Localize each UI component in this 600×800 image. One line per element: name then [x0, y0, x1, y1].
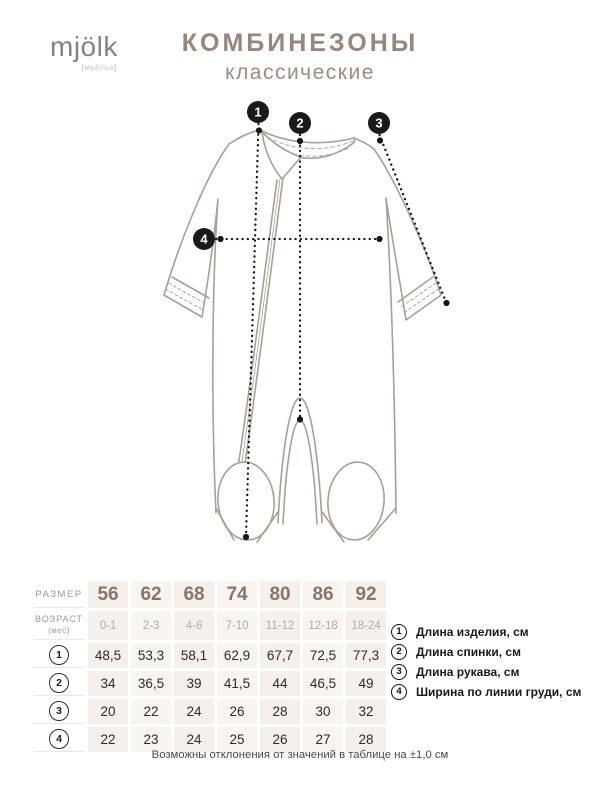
- measure-dot: [377, 137, 383, 143]
- row-num-cell: [33, 699, 85, 724]
- size-header-row: [33, 581, 386, 608]
- size-80: 80: [260, 581, 300, 608]
- page-header: [0, 30, 600, 85]
- value-cell: 34: [88, 671, 128, 696]
- value-cell: 22: [88, 727, 128, 752]
- value-cell: 20: [88, 699, 128, 724]
- value-cell: 41,5: [217, 671, 257, 696]
- age-cell: 2-3: [131, 611, 171, 640]
- value-cell: 39: [174, 671, 214, 696]
- size-label: РАЗМЕР: [33, 581, 85, 608]
- measure-dot: [217, 236, 223, 242]
- value-cell: 44: [260, 671, 300, 696]
- measure-dot: [297, 416, 303, 422]
- age-unit: (мес): [48, 625, 70, 635]
- value-cell: 58,1: [174, 643, 214, 668]
- legend-num-4: 4: [391, 684, 407, 700]
- measure-row-3: [33, 699, 386, 724]
- value-cell: 30: [303, 699, 343, 724]
- value-cell: 28: [346, 727, 386, 752]
- crotch-inner-seam: [283, 420, 317, 524]
- measure-dot: [376, 236, 382, 242]
- row-number: 1: [49, 645, 69, 665]
- value-cell: 26: [260, 727, 300, 752]
- measure-marker-4: [193, 228, 215, 250]
- value-cell: 53,3: [131, 643, 171, 668]
- value-cell: 46,5: [303, 671, 343, 696]
- value-cell: 67,7: [260, 643, 300, 668]
- legend-label-2: Длина спинки, см: [416, 644, 521, 659]
- row-number: 4: [49, 729, 69, 749]
- marker-number: 1: [254, 104, 262, 120]
- age-cell: 0-1: [88, 611, 128, 640]
- size-56: 56: [88, 581, 128, 608]
- legend-label-3: Длина рукава, см: [416, 664, 520, 679]
- legend-num-1: 1: [391, 624, 407, 640]
- row-number: 2: [49, 673, 69, 693]
- measure-row-1: [33, 643, 386, 668]
- size-table: [30, 578, 389, 755]
- value-cell: 24: [174, 699, 214, 724]
- measure-dot: [243, 534, 249, 540]
- brand-logo-text: mjölk: [50, 31, 118, 62]
- page-title: КОМБИНЕЗОНЫ: [181, 29, 419, 57]
- legend-item-1: [391, 623, 581, 640]
- romper-outline-drawing: [164, 130, 441, 542]
- age-label: [33, 611, 85, 640]
- size-74: 74: [217, 581, 257, 608]
- zipper-placket-line-3: [241, 179, 280, 468]
- size-62: 62: [131, 581, 171, 608]
- value-cell: 28: [260, 699, 300, 724]
- age-cell: 4-6: [174, 611, 214, 640]
- value-cell: 32: [346, 699, 386, 724]
- legend-num-3: 3: [391, 664, 407, 680]
- legend-item-4: [391, 683, 581, 700]
- left-foot: [215, 460, 278, 543]
- measure-row-2: [33, 671, 386, 696]
- value-cell: 27: [303, 727, 343, 752]
- page-subtitle: классические: [225, 60, 375, 84]
- age-cell: 12-18: [303, 611, 343, 640]
- legend-label-1: Длина изделия, см: [416, 624, 529, 639]
- size-86: 86: [303, 581, 343, 608]
- row-num-cell: [33, 643, 85, 668]
- value-cell: 25: [217, 727, 257, 752]
- measure-dot: [297, 138, 303, 144]
- front-flap: [262, 132, 301, 179]
- measure-dot: [256, 127, 262, 133]
- age-cell: 11-12: [260, 611, 300, 640]
- marker-number: 4: [200, 231, 208, 247]
- measure-marker-2: [289, 112, 311, 134]
- value-cell: 26: [217, 699, 257, 724]
- age-row: [33, 611, 386, 640]
- measure-marker-1: [247, 101, 269, 123]
- measure-dot: [443, 300, 449, 306]
- value-cell: 36,5: [131, 671, 171, 696]
- value-cell: 72,5: [303, 643, 343, 668]
- zipper-placket-line-1: [238, 180, 277, 467]
- legend-label-4: Ширина по линии груди, см: [416, 684, 582, 699]
- age-cell: 18-24: [346, 611, 386, 640]
- legend-item-3: [391, 663, 581, 680]
- legend-num-2: 2: [391, 644, 407, 660]
- right-foot: [325, 460, 388, 543]
- size-diagram: [150, 98, 470, 590]
- size-68: 68: [174, 581, 214, 608]
- age-cell: 7-10: [217, 611, 257, 640]
- value-cell: 77,3: [346, 643, 386, 668]
- measure-marker-3: [368, 112, 390, 134]
- value-cell: 22: [131, 699, 171, 724]
- measurement-legend: [391, 623, 581, 703]
- value-cell: 48,5: [88, 643, 128, 668]
- tolerance-note: Возможны отклонения от значений в таблице на ±1,0 см: [151, 749, 449, 761]
- legend-item-2: [391, 643, 581, 660]
- value-cell: 62,9: [217, 643, 257, 668]
- romper-body-outline: [164, 130, 441, 513]
- value-cell: 49: [346, 671, 386, 696]
- brand-transcription: [мьёльк]: [81, 62, 117, 72]
- value-cell: 24: [174, 727, 214, 752]
- right-cuff-seam: [398, 277, 433, 302]
- value-cell: 23: [131, 727, 171, 752]
- age-label-text: ВОЗРАСТ: [35, 614, 84, 625]
- size-92: 92: [346, 581, 386, 608]
- row-num-cell: [33, 671, 85, 696]
- marker-number: 2: [296, 115, 304, 131]
- marker-number: 3: [375, 115, 383, 131]
- row-number: 3: [49, 701, 69, 721]
